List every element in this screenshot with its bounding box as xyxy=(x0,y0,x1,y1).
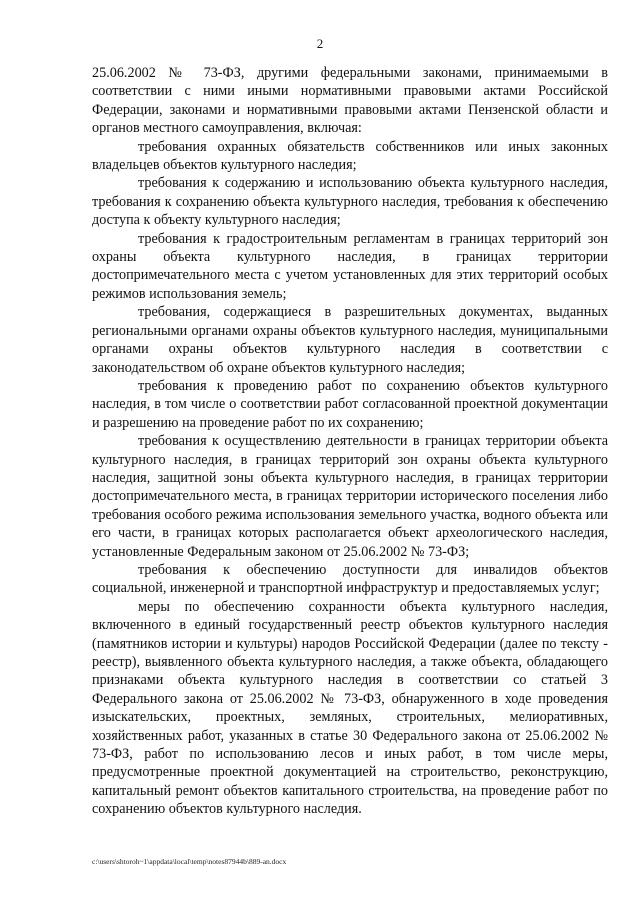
paragraph-protection-obligations: требования охранных обязательств собственников или иных законных владельцев объектов культурного наследия; xyxy=(92,138,608,174)
paragraph-permit-requirements: требования, содержащиеся в разрешительных документах, выданных региональными органами охраны объектов культурного наследия, муниципальными органами охраны объектов культурного наследия в соответствии с законодательством об охране объектов культурного наследия; xyxy=(92,304,608,376)
document-body xyxy=(92,64,608,819)
paragraph-conservation-works: требования к проведению работ по сохранению объектов культурного наследия, в том числе о соответствии работ согласованной проектной документации и разрешению на проведение работ по их сохранению; xyxy=(92,377,608,431)
paragraph-continuation: 25.06.2002 № 73-ФЗ, другими федеральными законами, принимаемыми в соответствии с ними иными нормативными правовыми актами Российской Федерации, законами и нормативными правовыми актами Пензенской области и органов местного самоуправления, включая: xyxy=(92,65,608,137)
paragraph-activity-requirements: требования к осуществлению деятельности в границах территории объекта культурного наследия, в границах территорий зон охраны объекта культурного наследия, защитной зоны объекта культурного наследия, в границах территории достопримечательного места, в границах территории исторического поселения либо требования особого режима использования земельного участка, водного объекта или его части, в границах которых располагается объект археологического наследия, установленные Федеральным законом от 25.06.2002 № 73-ФЗ; xyxy=(92,433,608,560)
paragraph-accessibility-requirements: требования к обеспечению доступности для инвалидов объектов социальной, инженерной и транспортной инфраструктур и предоставляемых услуг; xyxy=(92,561,608,597)
file-path-footer: c:\users\shtoroh~1\appdata\local\temp\notes87944b\889-an.docx xyxy=(92,857,287,866)
paragraph-safety-measures: меры по обеспечению сохранности объекта культурного наследия, включенного в единый государственный реестр объектов культурного наследия (памятников истории и культуры) народов Российской Федерации (далее по тексту - реестр), выявленного объекта культурного наследия, а также объекта, обладающего признаками объекта культурного наследия в соответствии со статьей 3 Федерального закона от 25.06.2002 № 73-ФЗ, обнаруженного в ходе проведения изыскательских, проектных, земляных, строительных, мелиоративных, хозяйственных работ, указанных в статье 30 Федерального закона от 25.06.2002 № 73-ФЗ, работ по использованию лесов и иных работ, в том числе меры, предусмотренные проектной документацией на строительство, реконструкцию, капитальный ремонт объектов капитального строительства, на проведение работ по сохранению объектов культурного наследия. xyxy=(92,598,608,818)
paragraph-urban-planning-requirements: требования к градостроительным регламентам в границах территорий зон охраны объекта культурного наследия, в границах территории достопримечательного места с учетом установленных для этих территорий особых режимов использования земель; xyxy=(92,230,608,302)
page-number: 2 xyxy=(316,36,324,51)
paragraph-maintenance-requirements: требования к содержанию и использованию объекта культурного наследия, требования к сохранению объекта культурного наследия, требования к обеспечению доступа к объекту культурного наследия; xyxy=(92,175,608,229)
